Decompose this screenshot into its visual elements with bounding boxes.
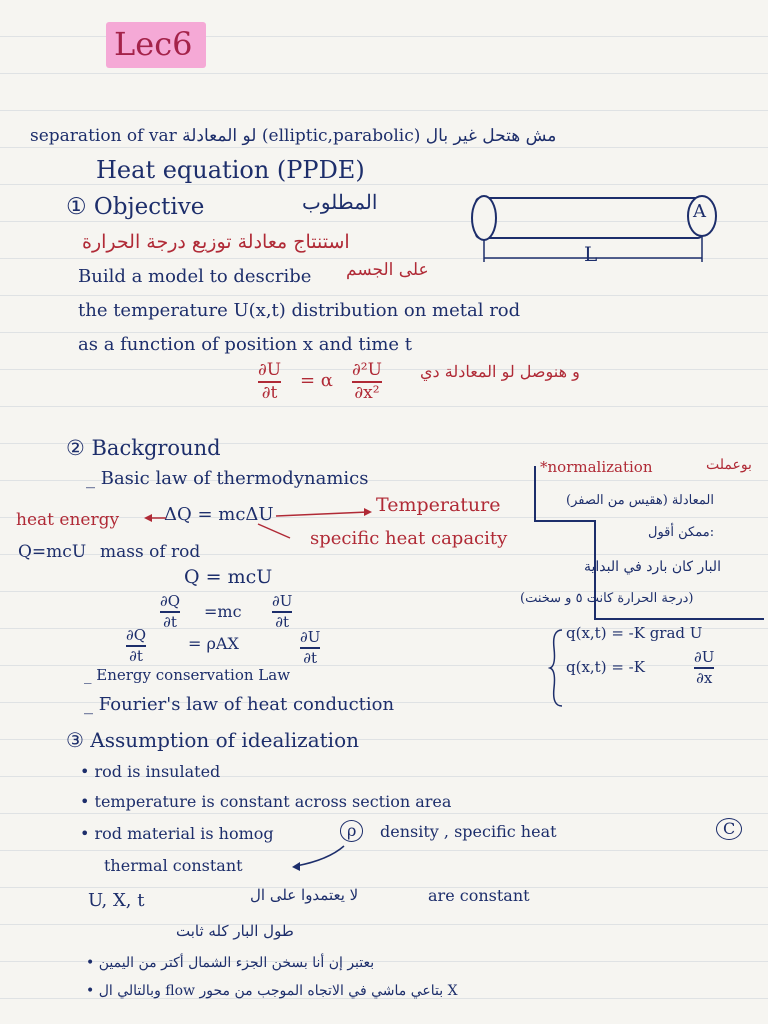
objective-line1: Build a model to describe <box>78 266 312 287</box>
normalization-arabic1: بوعملت <box>706 457 752 473</box>
thermal-constant: thermal constant <box>104 856 243 875</box>
section-objective: ① Objective <box>66 194 205 220</box>
objective-line2: the temperature U(x,t) distribution on metal rod <box>78 300 521 321</box>
assumption-1: • rod is insulated <box>80 762 221 781</box>
heat-eq-rhs: ∂²U ∂x² <box>352 360 382 403</box>
rod-length-label: L <box>584 242 598 266</box>
fourier-eq-2: q(x,t) = -K <box>566 658 645 676</box>
heat-eq-alpha: = α <box>300 370 333 391</box>
objective-line1-arabic: على الجسم <box>346 260 429 280</box>
top-line: separation of var لو المعادلة (elliptic,parabolic) مش هتحل غير بال <box>30 126 557 146</box>
normalization-arabic2: المعادلة (هقيس من الصفر) <box>566 493 714 508</box>
vars-arabic: لا يعتمدوا على ال <box>250 886 359 904</box>
heat-energy-label: heat energy <box>16 510 120 530</box>
deriv1-rhs: ∂U ∂t <box>272 592 293 631</box>
temperature-label: Temperature <box>376 494 501 516</box>
deriv1-mid: =mc <box>204 602 242 621</box>
c-symbol: C <box>716 818 742 840</box>
specific-heat-capacity: specific heat capacity <box>310 528 508 549</box>
vars-are-constant: are constant <box>428 886 530 905</box>
heading: Heat equation (PPDE) <box>96 156 365 184</box>
heat-eq-note: و هنوصل لو المعادلة دي <box>420 362 580 381</box>
section-background: ② Background <box>66 436 221 460</box>
objective-arabic-line: استنتاج معادلة توزيع درجة الحرارة <box>82 231 350 253</box>
right-note-3: (درجة الحرارة كانت ٥ و سخنت) <box>520 591 694 606</box>
right-note-1: ممكن أقول: <box>648 525 715 540</box>
right-note-2: البار كان بارد في البداية <box>584 559 721 575</box>
box-step <box>534 520 594 522</box>
thermal-arrow <box>288 844 348 872</box>
flow-note: • وبالتالي ال flow بتاعي ماشي في الاتجاه الموجب من محور X <box>86 983 458 999</box>
heating-note: • بعتبر إن أنا بسخن الجزء الشمال أكتر من اليمين <box>86 955 375 971</box>
basic-law: _ Basic law of thermodynamics <box>86 468 369 489</box>
energy-law: _ Energy conservation Law <box>84 666 291 684</box>
assumption-2: • temperature is constant across section area <box>80 792 452 811</box>
delta-q-equation: ΔQ = mcΔU <box>164 504 274 525</box>
fourier-eq-1: q(x,t) = -K grad U <box>566 624 703 642</box>
rod-end-label: A <box>693 201 706 222</box>
rho-symbol: ρ <box>340 820 363 842</box>
box-bottom <box>594 618 764 620</box>
vars-list: U, X, t <box>88 890 145 911</box>
section-assumption: ③ Assumption of idealization <box>66 728 359 752</box>
box-left-upper <box>534 466 536 522</box>
deriv2-lhs: ∂Q ∂t <box>126 626 147 665</box>
objective-line3: as a function of position x and time t <box>78 334 413 355</box>
deriv1-lhs: ∂Q ∂t <box>160 592 181 631</box>
fourier-brace <box>548 628 564 708</box>
fourier-law: _ Fourier's law of heat conduction <box>84 694 395 715</box>
mass-of-rod: mass of rod <box>100 542 201 562</box>
lecture-title: Lec6 <box>114 25 193 63</box>
deriv2-mid: = ρAX <box>188 634 239 653</box>
objective-arabic: المطلوب <box>302 190 378 214</box>
fourier-eq-2-frac: ∂U ∂x <box>694 648 715 687</box>
q-equation-2: Q = mcU <box>184 566 273 588</box>
rod-length-note: طول البار كله ثابت <box>176 922 294 940</box>
heat-eq-lhs: ∂U ∂t <box>258 360 282 403</box>
q-equation: Q=mcU <box>18 542 87 562</box>
normalization-label: *normalization <box>540 458 653 476</box>
assumption-3-tail: density , specific heat <box>380 822 557 841</box>
assumption-3: • rod material is homog <box>80 824 274 843</box>
deriv2-rhs: ∂U ∂t <box>300 628 321 667</box>
